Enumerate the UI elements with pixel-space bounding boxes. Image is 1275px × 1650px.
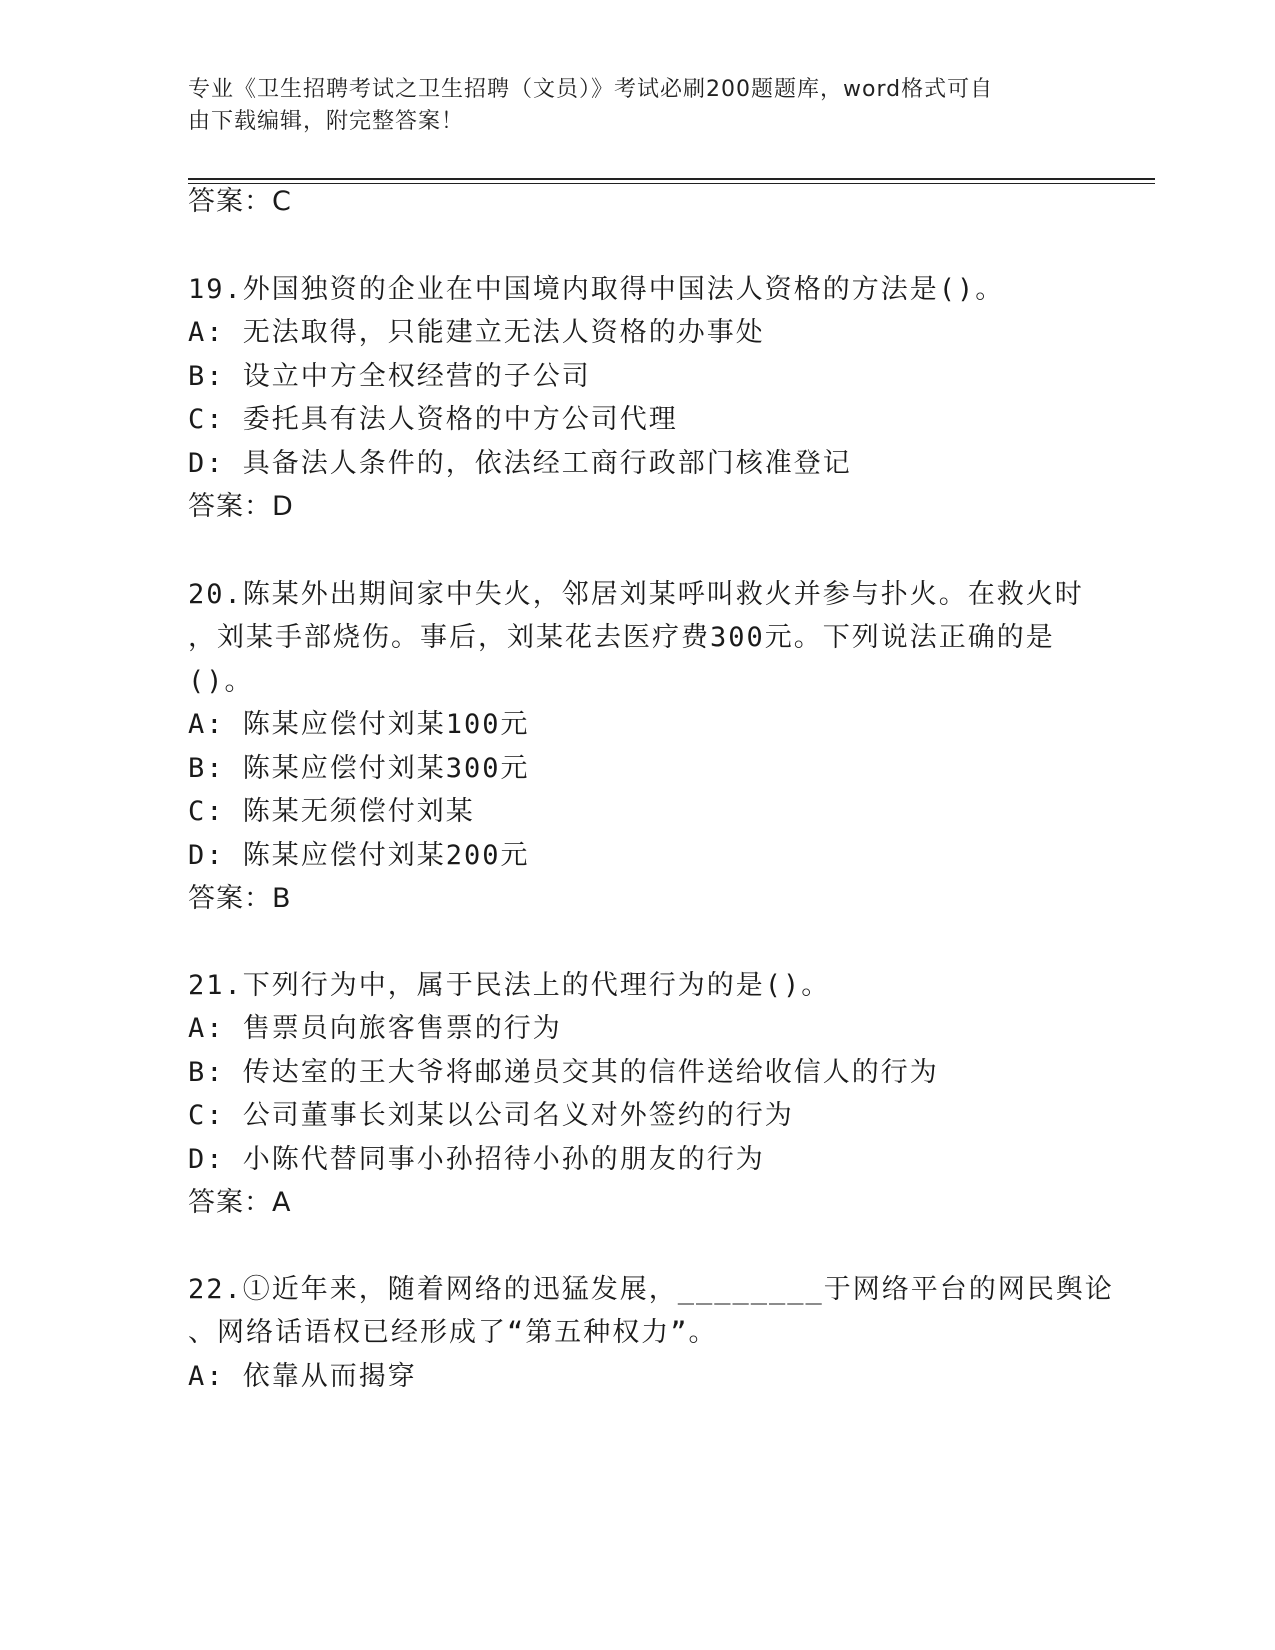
answer-q18: 答案：C — [188, 186, 292, 217]
question-19-option-d: D: 具备法人条件的，依法经工商行政部门核准登记 — [188, 448, 852, 479]
question-22-option-a: A: 依靠从而揭穿 — [188, 1361, 417, 1392]
question-21-stem: 21.下列行为中，属于民法上的代理行为的是()。 — [188, 970, 831, 1001]
answer-q21: 答案：A — [188, 1187, 292, 1218]
header-line-2: 由下载编辑，附完整答案！ — [188, 109, 465, 134]
answer-q19: 答案：D — [188, 491, 294, 522]
question-20-option-d: D: 陈某应偿付刘某200元 — [188, 840, 530, 871]
answer-q20: 答案：B — [188, 883, 292, 914]
header-divider — [188, 178, 1155, 180]
question-20-stem-line-1: 20.陈某外出期间家中失火，邻居刘某呼叫救火并参与扑火。在救火时 — [188, 579, 1084, 610]
question-19-stem: 19.外国独资的企业在中国境内取得中国法人资格的方法是()。 — [188, 274, 1005, 305]
question-22-stem-line-2: 、网络话语权已经形成了“第五种权力”。 — [188, 1317, 718, 1348]
question-21-option-b: B: 传达室的王大爷将邮递员交其的信件送给收信人的行为 — [188, 1057, 939, 1088]
question-19-option-a: A: 无法取得，只能建立无法人资格的办事处 — [188, 317, 765, 348]
question-20-option-a: A: 陈某应偿付刘某100元 — [188, 709, 530, 740]
question-19-option-c: C: 委托具有法人资格的中方公司代理 — [188, 404, 678, 435]
header-line-1: 专业《卫生招聘考试之卫生招聘（文员）》考试必刷200题题库，word格式可自 — [188, 77, 994, 102]
question-20-stem-line-3: ()。 — [188, 666, 254, 697]
question-20-option-c: C: 陈某无须偿付刘某 — [188, 796, 475, 827]
question-22-stem-line-1: 22.①近年来，随着网络的迅猛发展，________于网络平台的网民舆论 — [188, 1274, 1114, 1305]
document-header — [188, 74, 1068, 138]
question-21-option-d: D: 小陈代替同事小孙招待小孙的朋友的行为 — [188, 1144, 765, 1175]
question-21-option-a: A: 售票员向旅客售票的行为 — [188, 1013, 562, 1044]
question-21-option-c: C: 公司董事长刘某以公司名义对外签约的行为 — [188, 1100, 794, 1131]
header-divider-thin — [188, 183, 1155, 184]
question-19-option-b: B: 设立中方全权经营的子公司 — [188, 361, 591, 392]
question-20-option-b: B: 陈某应偿付刘某300元 — [188, 753, 530, 784]
question-20-stem-line-2: ，刘某手部烧伤。事后，刘某花去医疗费300元。下列说法正确的是 — [188, 622, 1055, 653]
